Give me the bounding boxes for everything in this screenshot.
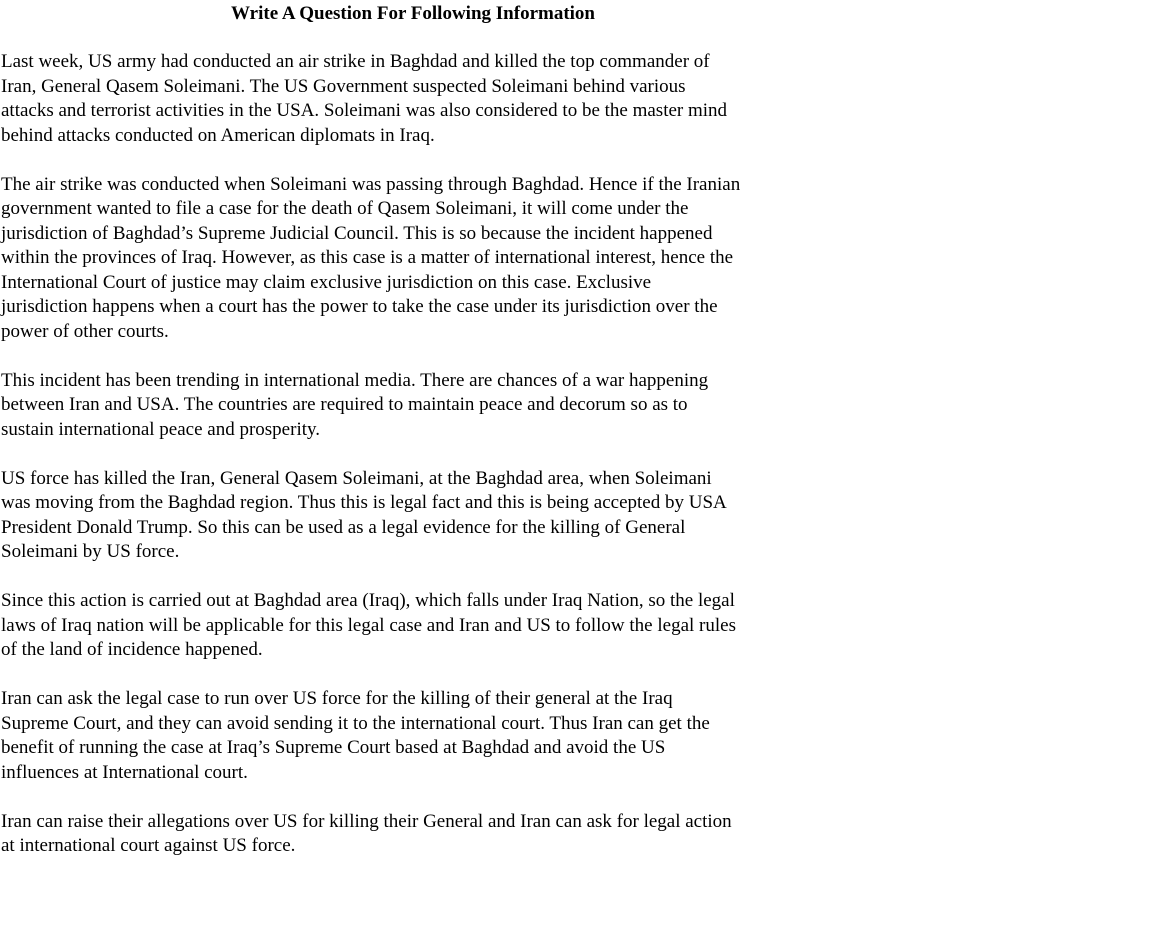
text-line: Since this action is carried out at Baghdad area (Iraq), which falls under Iraq Nation, so the legal bbox=[1, 590, 735, 611]
text-line: behind attacks conducted on American diplomats in Iraq. bbox=[1, 124, 435, 146]
document-title: Write A Question For Following Information bbox=[231, 3, 595, 24]
text-line: International Court of justice may claim exclusive jurisdiction on this case. Exclusive bbox=[1, 271, 652, 293]
paragraph-1 bbox=[1, 50, 829, 148]
text-line: within the provinces of Iraq. However, as this case is a matter of international interest, hence the bbox=[1, 247, 734, 268]
text-line: benefit of running the case at Iraq’s Supreme Court based at Baghdad and avoid the US bbox=[1, 737, 666, 758]
text-line: Iran can ask the legal case to run over US force for the killing of their general at the Iraq bbox=[1, 688, 673, 709]
text-line: jurisdiction happens when a court has the power to take the case under its jurisdiction over the bbox=[1, 296, 718, 317]
document-body bbox=[1, 50, 829, 883]
text-line: of the land of incidence happened. bbox=[1, 639, 263, 660]
text-line: Iran, General Qasem Soleimani. The US Government suspected Soleimani behind various bbox=[1, 75, 686, 97]
text-line: Soleimani by US force. bbox=[1, 541, 180, 562]
paragraph-4 bbox=[1, 467, 829, 565]
text-line: was moving from the Baghdad region. Thus this is legal fact and this is being accepted by USA bbox=[1, 492, 727, 513]
text-line: Supreme Court, and they can avoid sending it to the international court. Thus Iran can get the bbox=[1, 712, 710, 734]
text-line: power of other courts. bbox=[1, 320, 169, 342]
text-line: sustain international peace and prosperity. bbox=[1, 418, 321, 440]
text-line: Iran can raise their allegations over US for killing their General and Iran can ask for legal action bbox=[1, 810, 732, 832]
text-line: President Donald Trump. So this can be used as a legal evidence for the killing of General bbox=[1, 516, 686, 538]
text-line: at international court against US force. bbox=[1, 835, 296, 856]
text-line: The air strike was conducted when Soleimani was passing through Baghdad. Hence if the Iranian bbox=[1, 173, 741, 195]
text-line: jurisdiction of Baghdad’s Supreme Judicial Council. This is so because the incident happened bbox=[1, 222, 713, 244]
text-line: US force has killed the Iran, General Qasem Soleimani, at the Baghdad area, when Soleimani bbox=[1, 467, 712, 489]
text-line: attacks and terrorist activities in the USA. Soleimani was also considered to be the master mind bbox=[1, 100, 728, 121]
text-line: laws of Iraq nation will be applicable for this legal case and Iran and US to follow the legal rules bbox=[1, 614, 736, 636]
text-line: Last week, US army had conducted an air strike in Baghdad and killed the top commander of bbox=[1, 51, 710, 72]
text-line: This incident has been trending in international media. There are chances of a war happening bbox=[1, 369, 709, 391]
paragraph-7 bbox=[1, 810, 829, 859]
paragraph-2 bbox=[1, 173, 829, 345]
text-line: government wanted to file a case for the death of Qasem Soleimani, it will come under the bbox=[1, 198, 689, 219]
paragraph-5 bbox=[1, 589, 829, 663]
text-line: influences at International court. bbox=[1, 761, 248, 783]
paragraph-3 bbox=[1, 369, 829, 443]
paragraph-6 bbox=[1, 687, 829, 785]
text-line: between Iran and USA. The countries are required to maintain peace and decorum so as to bbox=[1, 394, 688, 415]
